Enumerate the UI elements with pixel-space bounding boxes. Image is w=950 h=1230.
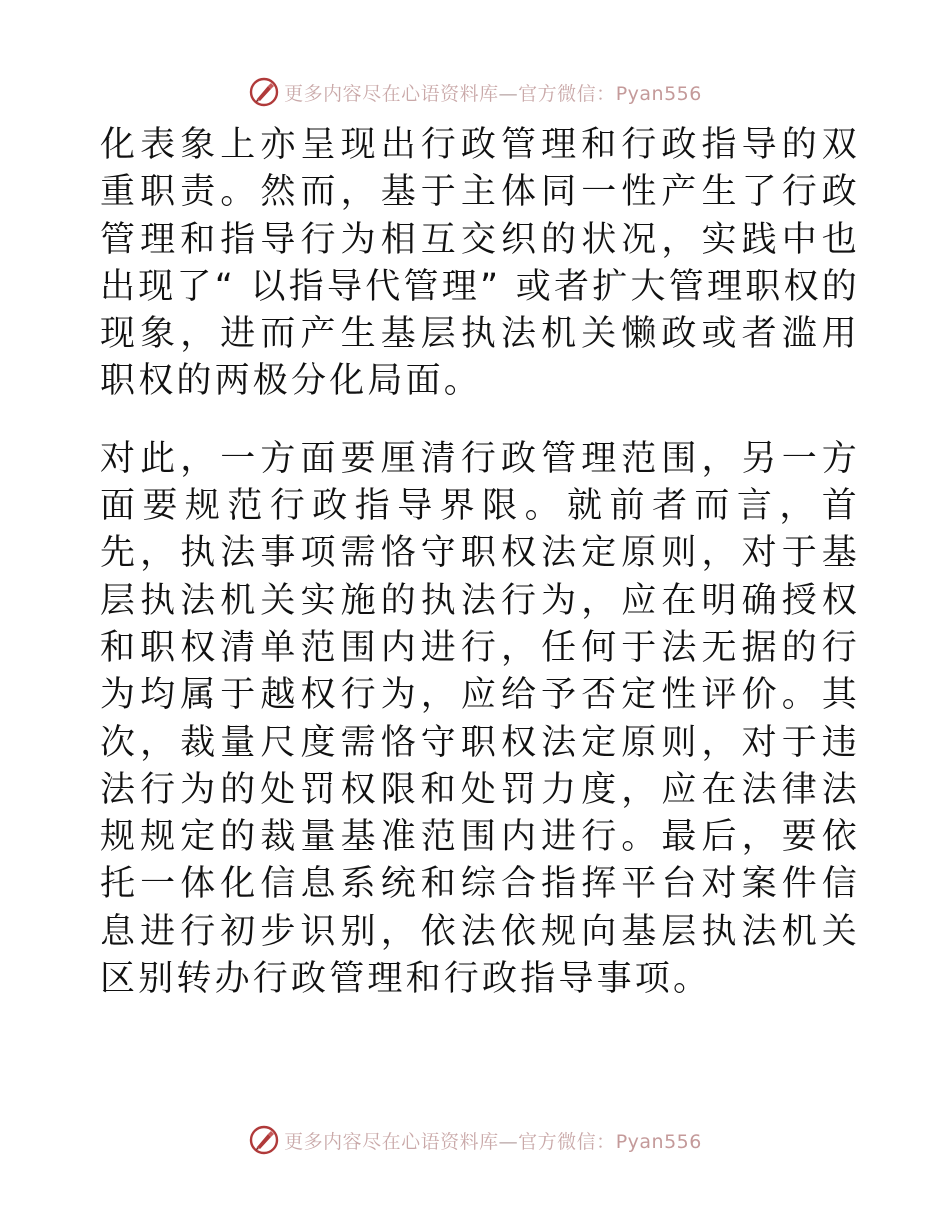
watermark-group <box>248 1124 702 1156</box>
watermark-wechat-id: Pyan556 <box>615 82 702 105</box>
watermark-wechat-label: 官方微信： <box>518 82 616 105</box>
watermark-site-text: 更多内容尽在心语资料库 <box>284 82 499 105</box>
watermark-dash: — <box>498 82 519 105</box>
watermark-header <box>0 72 950 112</box>
pen-logo-icon <box>248 76 280 108</box>
paragraph-1: 化表象上亦呈现出行政管理和行政指导的双重职责。然而，基于主体同一性产生了行政管理和指导行为相互交织的状况，实践中也出现了“ 以指导代管理” 或者扩大管理职权的现象，进而产生基层执法机关懒政或者滥用职权的两极分化局面。 <box>100 125 860 402</box>
watermark-text <box>284 79 702 106</box>
watermark-dash: — <box>498 1130 519 1153</box>
watermark-wechat-label: 官方微信： <box>518 1130 616 1153</box>
watermark-wechat-id: Pyan556 <box>615 1130 702 1153</box>
watermark-group <box>248 76 702 108</box>
pen-logo-icon <box>248 1124 280 1156</box>
paragraph-2: 对此，一方面要厘清行政管理范围，另一方面要规范行政指导界限。就前者而言，首先，执法事项需恪守职权法定原则，对于基层执法机关实施的执法行为，应在明确授权和职权清单范围内进行，任何于法无据的行为均属于越权行为，应给予否定性评价。其次，裁量尺度需恪守职权法定原则，对于违法行为的处罚权限和处罚力度，应在法律法规规定的裁量基准范围内进行。最后，要依托一体化信息系统和综合指挥平台对案件信息进行初步识别，依法依规向基层执法机关区别转办行政管理和行政指导事项。 <box>100 438 860 1000</box>
watermark-site-text: 更多内容尽在心语资料库 <box>284 1130 499 1153</box>
document-body <box>100 122 860 1003</box>
watermark-footer <box>0 1120 950 1160</box>
watermark-text <box>284 1127 702 1154</box>
